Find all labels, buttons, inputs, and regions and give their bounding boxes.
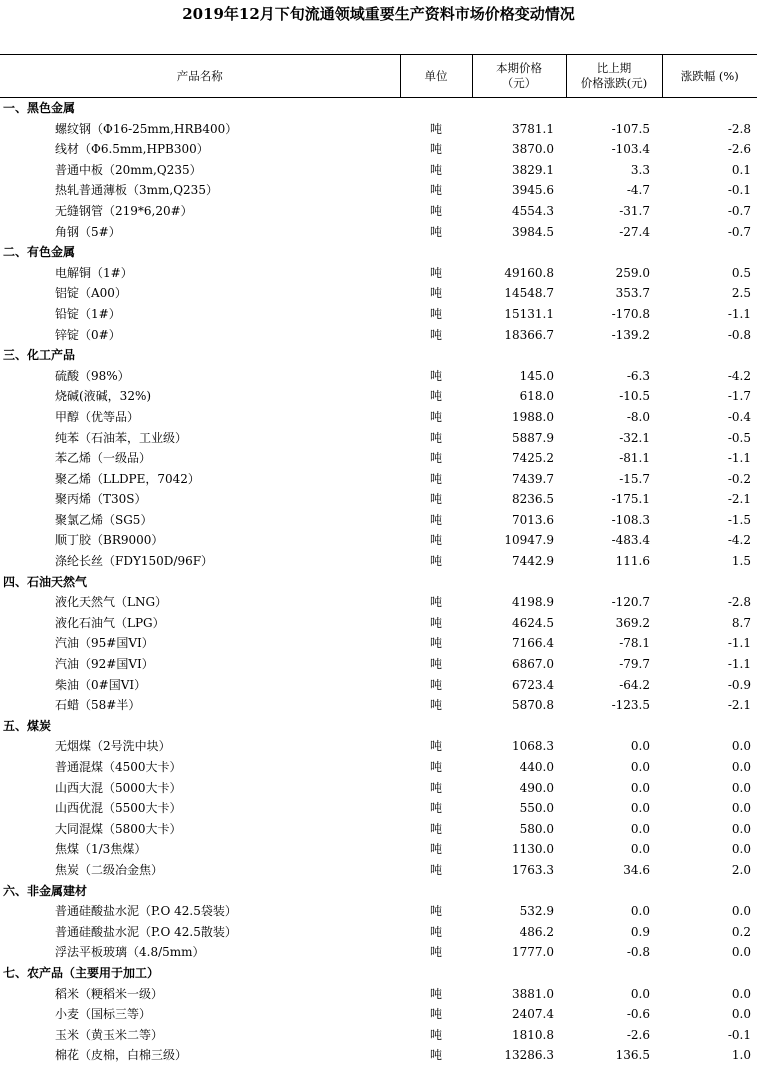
price-cell: 7439.7 xyxy=(512,471,554,486)
pct-cell: 8.7 xyxy=(731,615,751,630)
price-cell: 7013.6 xyxy=(512,512,554,527)
change-cell: 369.2 xyxy=(615,615,650,630)
unit-cell: 吨 xyxy=(429,306,442,321)
change-cell: -31.7 xyxy=(619,203,650,218)
price-cell: 4554.3 xyxy=(512,203,554,218)
category-label: 五、煤炭 xyxy=(3,718,52,733)
pct-cell: -0.5 xyxy=(727,430,751,445)
pct-cell: -0.1 xyxy=(727,183,751,198)
category-row xyxy=(0,345,757,366)
change-cell: -78.1 xyxy=(619,636,650,651)
product-name: 铝锭（A00） xyxy=(55,286,127,301)
change-cell: -170.8 xyxy=(611,306,650,321)
pct-cell: -0.7 xyxy=(727,203,751,218)
unit-cell: 吨 xyxy=(429,615,442,630)
product-name: 聚乙烯（LLDPE，7042） xyxy=(55,471,200,486)
product-name: 普通中板（20mm,Q235） xyxy=(55,162,202,177)
product-name: 柴油（0#国VI） xyxy=(55,677,147,692)
pct-cell: 2.0 xyxy=(731,862,751,877)
table-row xyxy=(0,222,757,243)
change-cell: -103.4 xyxy=(611,142,650,157)
unit-cell: 吨 xyxy=(429,698,442,713)
unit-cell: 吨 xyxy=(429,409,442,424)
product-name: 液化石油气（LPG） xyxy=(55,615,165,630)
product-name: 热轧普通薄板（3mm,Q235） xyxy=(55,183,218,198)
pct-cell: -1.1 xyxy=(727,657,751,672)
change-cell: 0.0 xyxy=(630,760,650,774)
table-row xyxy=(0,304,757,325)
product-name: 焦煤（1/3焦煤） xyxy=(55,842,147,857)
unit-cell: 吨 xyxy=(429,595,442,610)
unit-cell: 吨 xyxy=(429,1007,442,1022)
product-name: 石蜡（58#半） xyxy=(55,698,141,713)
price-cell: 3881.0 xyxy=(512,986,554,1001)
product-name: 顺丁胶（BR9000） xyxy=(55,533,164,548)
category-row xyxy=(0,881,757,902)
product-name: 浮法平板玻璃（4.8/5mm） xyxy=(55,945,205,960)
pct-cell: -2.1 xyxy=(727,492,751,507)
pct-cell: -4.2 xyxy=(727,368,751,383)
product-name: 聚氯乙烯（SG5） xyxy=(55,512,153,527)
product-name: 无烟煤（2号洗中块） xyxy=(55,739,171,754)
table-row xyxy=(0,160,757,181)
unit-cell: 吨 xyxy=(429,142,442,157)
change-cell: 0.0 xyxy=(630,842,650,857)
pct-cell: -0.1 xyxy=(727,1027,751,1042)
change-cell: 0.9 xyxy=(630,924,650,939)
category-label: 四、石油天然气 xyxy=(3,574,88,589)
table-row xyxy=(0,778,757,799)
change-cell: -483.4 xyxy=(611,533,650,548)
table-row xyxy=(0,510,757,531)
price-cell: 145.0 xyxy=(519,368,554,383)
unit-cell: 吨 xyxy=(429,327,442,342)
pct-cell: 0.2 xyxy=(731,924,751,939)
price-cell: 2407.4 xyxy=(512,1007,554,1022)
unit-cell: 吨 xyxy=(429,162,442,177)
product-name: 焦炭（二级冶金焦） xyxy=(55,862,164,877)
product-name: 聚丙烯（T30S） xyxy=(55,492,147,507)
unit-cell: 吨 xyxy=(429,286,442,301)
header-price-line2: （元） xyxy=(501,76,537,90)
table-header-row xyxy=(0,55,757,98)
table-row xyxy=(0,819,757,840)
change-cell: -0.8 xyxy=(626,945,650,960)
unit-cell: 吨 xyxy=(429,389,442,404)
price-cell: 5887.9 xyxy=(512,430,554,445)
unit-cell: 吨 xyxy=(429,224,442,239)
price-cell: 1068.3 xyxy=(512,739,554,754)
pct-cell: 1.0 xyxy=(731,1048,751,1063)
table-row xyxy=(0,613,757,634)
price-cell: 5870.8 xyxy=(512,698,554,713)
pct-cell: -2.6 xyxy=(727,142,751,157)
unit-cell: 吨 xyxy=(429,203,442,218)
product-name: 棉花（皮棉，白棉三级） xyxy=(55,1048,188,1063)
price-cell: 580.0 xyxy=(519,821,554,836)
table-body xyxy=(0,98,757,1066)
product-name: 山西优混（5500大卡） xyxy=(55,801,182,816)
header-unit: 单位 xyxy=(400,55,472,98)
change-cell: -2.6 xyxy=(626,1027,650,1042)
category-label: 二、有色金属 xyxy=(3,245,76,260)
pct-cell: 0.5 xyxy=(731,265,751,280)
category-label: 七、农产品（主要用于加工） xyxy=(3,965,160,980)
product-name: 甲醇（优等品） xyxy=(55,409,140,424)
price-cell: 49160.8 xyxy=(504,265,554,280)
price-cell: 1763.3 xyxy=(512,862,554,877)
price-cell: 15131.1 xyxy=(504,306,554,321)
unit-cell: 吨 xyxy=(429,986,442,1001)
unit-cell: 吨 xyxy=(429,471,442,486)
table-row xyxy=(0,448,757,469)
table-row xyxy=(0,839,757,860)
price-cell: 18366.7 xyxy=(504,327,554,342)
change-cell: 34.6 xyxy=(623,862,650,877)
change-cell: -4.7 xyxy=(626,183,650,198)
pct-cell: 0.0 xyxy=(731,739,751,754)
product-name: 汽油（92#国VI） xyxy=(55,657,154,672)
pct-cell: -0.7 xyxy=(727,224,751,239)
change-cell: 0.0 xyxy=(630,780,650,795)
product-name: 螺纹钢（Φ16-25mm,HRB400） xyxy=(55,121,238,136)
price-cell: 3781.1 xyxy=(512,121,554,136)
price-cell: 3870.0 xyxy=(512,142,554,157)
unit-cell: 吨 xyxy=(429,492,442,507)
table-row xyxy=(0,736,757,757)
pct-cell: -2.8 xyxy=(727,595,751,610)
price-cell: 440.0 xyxy=(519,760,554,774)
change-cell: 0.0 xyxy=(630,739,650,754)
unit-cell: 吨 xyxy=(429,512,442,527)
header-pct: 涨跌幅 (%) xyxy=(662,55,757,98)
change-cell: -120.7 xyxy=(611,595,650,610)
change-cell: -79.7 xyxy=(619,657,650,672)
table-row xyxy=(0,592,757,613)
product-name: 液化天然气（LNG） xyxy=(55,595,168,610)
table-row xyxy=(0,901,757,922)
product-name: 山西大混（5000大卡） xyxy=(55,780,182,795)
price-cell: 1777.0 xyxy=(512,945,554,960)
pct-cell: -1.7 xyxy=(727,389,751,404)
category-row xyxy=(0,98,757,119)
change-cell: -139.2 xyxy=(611,327,650,342)
table-row xyxy=(0,407,757,428)
change-cell: -123.5 xyxy=(611,698,650,713)
change-cell: 0.0 xyxy=(630,801,650,816)
category-row xyxy=(0,716,757,737)
table-row xyxy=(0,530,757,551)
category-label: 六、非金属建材 xyxy=(3,883,88,898)
price-cell: 3829.1 xyxy=(512,162,554,177)
change-cell: 3.3 xyxy=(630,162,650,177)
price-cell: 6867.0 xyxy=(512,657,554,672)
table-row xyxy=(0,654,757,675)
change-cell: -108.3 xyxy=(611,512,650,527)
product-name: 普通硅酸盐水泥（P.O 42.5袋装） xyxy=(55,904,237,919)
change-cell: -0.6 xyxy=(626,1007,650,1022)
unit-cell: 吨 xyxy=(429,121,442,136)
unit-cell: 吨 xyxy=(429,183,442,198)
product-name: 稻米（粳稻米一级） xyxy=(55,986,164,1001)
pct-cell: -1.1 xyxy=(727,636,751,651)
product-name: 电解铜（1#） xyxy=(55,265,133,280)
table-row xyxy=(0,489,757,510)
pct-cell: 0.0 xyxy=(731,780,751,795)
unit-cell: 吨 xyxy=(429,657,442,672)
price-cell: 3984.5 xyxy=(512,224,554,239)
table-row xyxy=(0,1004,757,1025)
header-price xyxy=(472,55,566,98)
price-cell: 4198.9 xyxy=(512,595,554,610)
unit-cell: 吨 xyxy=(429,842,442,857)
table-row xyxy=(0,180,757,201)
product-name: 无缝钢管（219*6,20#） xyxy=(55,203,193,218)
unit-cell: 吨 xyxy=(429,430,442,445)
pct-cell: -1.1 xyxy=(727,306,751,321)
price-cell: 486.2 xyxy=(519,924,554,939)
header-change xyxy=(566,55,662,98)
pct-cell: -4.2 xyxy=(727,533,751,548)
product-name: 铅锭（1#） xyxy=(55,306,121,321)
price-cell: 532.9 xyxy=(519,904,554,919)
unit-cell: 吨 xyxy=(429,821,442,836)
unit-cell: 吨 xyxy=(429,451,442,466)
product-name: 玉米（黄玉米二等） xyxy=(55,1027,164,1042)
unit-cell: 吨 xyxy=(429,677,442,692)
change-cell: -81.1 xyxy=(619,451,650,466)
change-cell: -107.5 xyxy=(611,121,650,136)
change-cell: -10.5 xyxy=(619,389,650,404)
table-row xyxy=(0,263,757,284)
unit-cell: 吨 xyxy=(429,739,442,754)
price-cell: 550.0 xyxy=(519,801,554,816)
product-name: 大同混煤（5800大卡） xyxy=(55,821,182,836)
change-cell: 353.7 xyxy=(615,286,650,301)
table-row xyxy=(0,922,757,943)
unit-cell: 吨 xyxy=(429,780,442,795)
change-cell: 0.0 xyxy=(630,904,650,919)
price-cell: 490.0 xyxy=(519,780,554,795)
pct-cell: 2.5 xyxy=(731,286,751,301)
price-cell: 4624.5 xyxy=(512,615,554,630)
category-label: 三、化工产品 xyxy=(3,348,76,363)
table-row xyxy=(0,942,757,963)
category-row xyxy=(0,242,757,263)
change-cell: -6.3 xyxy=(626,368,650,383)
table-row xyxy=(0,386,757,407)
pct-cell: 0.0 xyxy=(731,986,751,1001)
table-row xyxy=(0,428,757,449)
table-row xyxy=(0,469,757,490)
product-name: 硫酸（98%） xyxy=(55,368,130,383)
page-title: 2019年12月下旬流通领域重要生产资料市场价格变动情况 xyxy=(182,5,575,23)
pct-cell: -2.1 xyxy=(727,698,751,713)
table-row xyxy=(0,119,757,140)
pct-cell: -0.4 xyxy=(727,409,751,424)
unit-cell: 吨 xyxy=(429,368,442,383)
unit-cell: 吨 xyxy=(429,636,442,651)
pct-cell: 0.0 xyxy=(731,801,751,816)
pct-cell: -0.8 xyxy=(727,327,751,342)
product-name: 汽油（95#国VI） xyxy=(55,636,154,651)
table-row xyxy=(0,201,757,222)
unit-cell: 吨 xyxy=(429,862,442,877)
price-cell: 6723.4 xyxy=(512,677,554,692)
pct-cell: -0.2 xyxy=(727,471,751,486)
change-cell: -64.2 xyxy=(619,677,650,692)
unit-cell: 吨 xyxy=(429,554,442,569)
table-row xyxy=(0,675,757,696)
product-name: 烧碱(液碱，32%) xyxy=(55,389,152,404)
pct-cell: 0.1 xyxy=(731,162,751,177)
unit-cell: 吨 xyxy=(429,904,442,919)
pct-cell: 0.0 xyxy=(731,904,751,919)
price-cell: 10947.9 xyxy=(504,533,554,548)
change-cell: -175.1 xyxy=(611,492,650,507)
unit-cell: 吨 xyxy=(429,945,442,960)
product-name: 普通混煤（4500大卡） xyxy=(55,760,182,774)
table-row xyxy=(0,1025,757,1046)
table-row xyxy=(0,366,757,387)
table-row xyxy=(0,551,757,572)
unit-cell: 吨 xyxy=(429,760,442,774)
product-name: 线材（Φ6.5mm,HPB300） xyxy=(55,142,209,157)
unit-cell: 吨 xyxy=(429,1048,442,1063)
change-cell: -15.7 xyxy=(619,471,650,486)
price-cell: 7442.9 xyxy=(512,554,554,569)
pct-cell: -0.9 xyxy=(727,677,751,692)
price-cell: 7166.4 xyxy=(512,636,554,651)
pct-cell: 0.0 xyxy=(731,821,751,836)
price-cell: 3945.6 xyxy=(512,183,554,198)
pct-cell: -1.5 xyxy=(727,512,751,527)
header-change-line1: 比上期 xyxy=(596,61,632,75)
pct-cell: 0.0 xyxy=(731,760,751,774)
unit-cell: 吨 xyxy=(429,265,442,280)
pct-cell: -1.1 xyxy=(727,451,751,466)
pct-cell: 0.0 xyxy=(731,1007,751,1022)
product-name: 普通硅酸盐水泥（P.O 42.5散装） xyxy=(55,924,237,939)
header-price-line1: 本期价格 xyxy=(496,61,542,75)
table-row xyxy=(0,283,757,304)
price-cell: 8236.5 xyxy=(512,492,554,507)
category-label: 一、黑色金属 xyxy=(3,101,76,115)
table-row xyxy=(0,139,757,160)
category-row xyxy=(0,963,757,984)
product-name: 苯乙烯（一级品） xyxy=(55,451,152,466)
change-cell: 136.5 xyxy=(615,1048,650,1063)
product-name: 锌锭（0#） xyxy=(55,327,121,342)
change-cell: -27.4 xyxy=(619,224,650,239)
price-cell: 618.0 xyxy=(519,389,554,404)
product-name: 涤纶长丝（FDY150D/96F） xyxy=(55,554,214,569)
table-row xyxy=(0,695,757,716)
table-row xyxy=(0,633,757,654)
pct-cell: 0.0 xyxy=(731,945,751,960)
product-name: 角钢（5#） xyxy=(55,224,121,239)
change-cell: -32.1 xyxy=(619,430,650,445)
category-row xyxy=(0,572,757,593)
unit-cell: 吨 xyxy=(429,533,442,548)
table-row xyxy=(0,860,757,881)
price-cell: 1988.0 xyxy=(512,409,554,424)
table-row xyxy=(0,757,757,778)
unit-cell: 吨 xyxy=(429,1027,442,1042)
price-cell: 14548.7 xyxy=(504,286,554,301)
header-change-line2: 价格涨跌(元) xyxy=(580,76,648,90)
price-cell: 1130.0 xyxy=(512,842,554,857)
product-name: 纯苯（石油苯，工业级） xyxy=(55,430,188,445)
price-cell: 7425.2 xyxy=(512,451,554,466)
change-cell: -8.0 xyxy=(626,409,650,424)
price-cell: 13286.3 xyxy=(504,1048,554,1063)
change-cell: 0.0 xyxy=(630,821,650,836)
change-cell: 0.0 xyxy=(630,986,650,1001)
unit-cell: 吨 xyxy=(429,924,442,939)
pct-cell: 0.0 xyxy=(731,842,751,857)
table-row xyxy=(0,1045,757,1066)
pct-cell: -2.8 xyxy=(727,121,751,136)
table-row xyxy=(0,798,757,819)
change-cell: 111.6 xyxy=(615,554,650,569)
table-row xyxy=(0,984,757,1005)
header-name: 产品名称 xyxy=(0,55,400,98)
product-name: 小麦（国标三等） xyxy=(55,1007,152,1022)
price-table xyxy=(0,54,757,1066)
price-cell: 1810.8 xyxy=(512,1027,554,1042)
pct-cell: 1.5 xyxy=(731,554,751,569)
unit-cell: 吨 xyxy=(429,801,442,816)
change-cell: 259.0 xyxy=(615,265,650,280)
table-row xyxy=(0,325,757,346)
